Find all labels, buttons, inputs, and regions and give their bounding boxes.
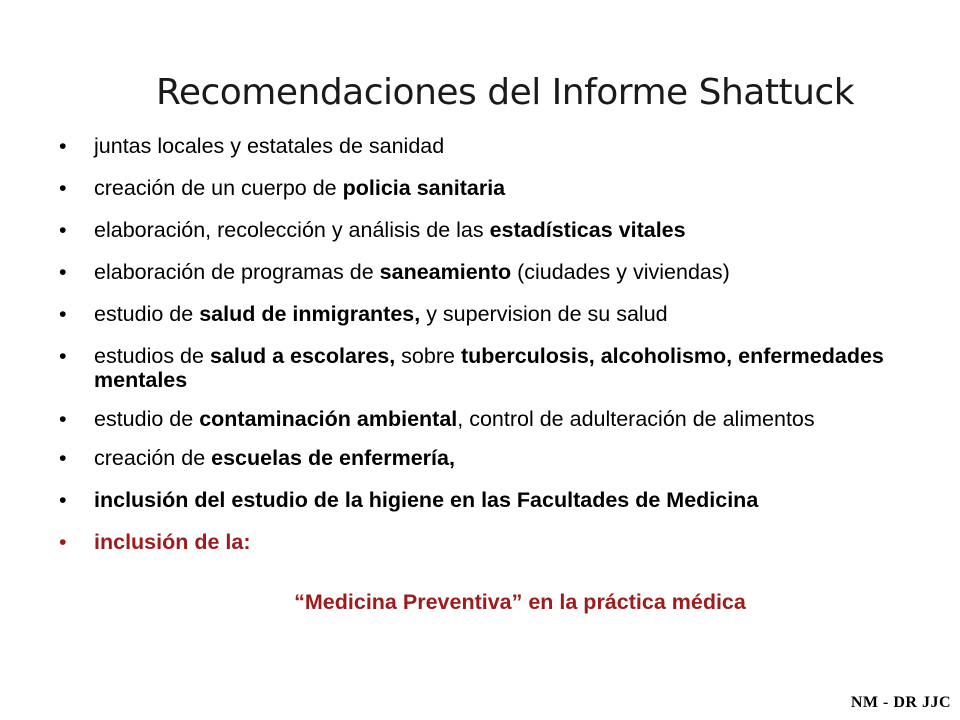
bullet-dot: •	[59, 488, 67, 512]
bullet-text-bold: saneamiento	[379, 260, 512, 284]
bullet-text: estudio de	[94, 407, 200, 431]
bullet-text-bold: estadísticas vitales	[489, 218, 686, 242]
bullet-text-bold: salud a escolares,	[209, 344, 396, 368]
bullet-dot: •	[59, 407, 67, 431]
bullet-text-bold: escuelas de enfermería,	[211, 446, 455, 470]
bullet-dot: •	[59, 344, 67, 368]
bullet-text-bold: salud de inmigrantes,	[199, 302, 421, 326]
bullet-text-bold: inclusión del estudio de la higiene en las Facultades de Medicina	[94, 488, 759, 512]
bullet-dot: •	[59, 446, 67, 470]
bullet-text-bold: contaminación ambiental	[199, 407, 458, 431]
bullet-item	[59, 260, 939, 284]
bullet-text: creación de	[94, 446, 212, 470]
bullet-text: (ciudades y viviendas)	[511, 260, 730, 284]
bullet-text-bold: policia sanitaria	[342, 176, 506, 200]
bullet-dot: •	[59, 176, 67, 200]
bullet-dot: •	[59, 134, 67, 158]
bullet-item	[59, 176, 939, 200]
bullet-item	[59, 302, 939, 326]
bullet-text: estudio de	[94, 302, 200, 326]
slide-title: Recomendaciones del Informe Shattuck	[155, 72, 855, 113]
bullet-text: elaboración de programas de	[94, 260, 380, 284]
bullet-item	[59, 134, 939, 158]
bullet-text: y supervision de su salud	[420, 302, 668, 326]
bullet-item	[59, 530, 939, 554]
bullet-item	[59, 446, 939, 470]
bullet-dot: •	[59, 530, 67, 554]
bullet-dot: •	[59, 218, 67, 242]
bullet-dot: •	[59, 302, 67, 326]
bullet-text: juntas locales y estatales de sanidad	[94, 134, 445, 158]
bullet-text-bold: inclusión de la:	[94, 530, 251, 554]
bullet-item	[59, 344, 939, 392]
preventive-medicine-line: “Medicina Preventiva” en la práctica médica	[294, 590, 746, 614]
bullet-text: elaboración, recolección y análisis de las	[94, 218, 490, 242]
bullet-dot: •	[59, 260, 67, 284]
bullet-item	[59, 407, 939, 431]
bullet-text: sobre	[395, 344, 461, 368]
bullet-text-bold: tuberculosis, alcoholismo, enfermedades mentales	[94, 344, 884, 392]
bullet-item	[59, 488, 939, 512]
bullet-text: estudios de	[94, 344, 210, 368]
bullet-item	[59, 218, 939, 242]
bullet-text: , control de adulteración de alimentos	[457, 407, 815, 431]
bullet-text: creación de un cuerpo de	[94, 176, 343, 200]
bullet-list	[59, 134, 939, 572]
footer-credit: NM - DR JJC	[850, 694, 951, 711]
